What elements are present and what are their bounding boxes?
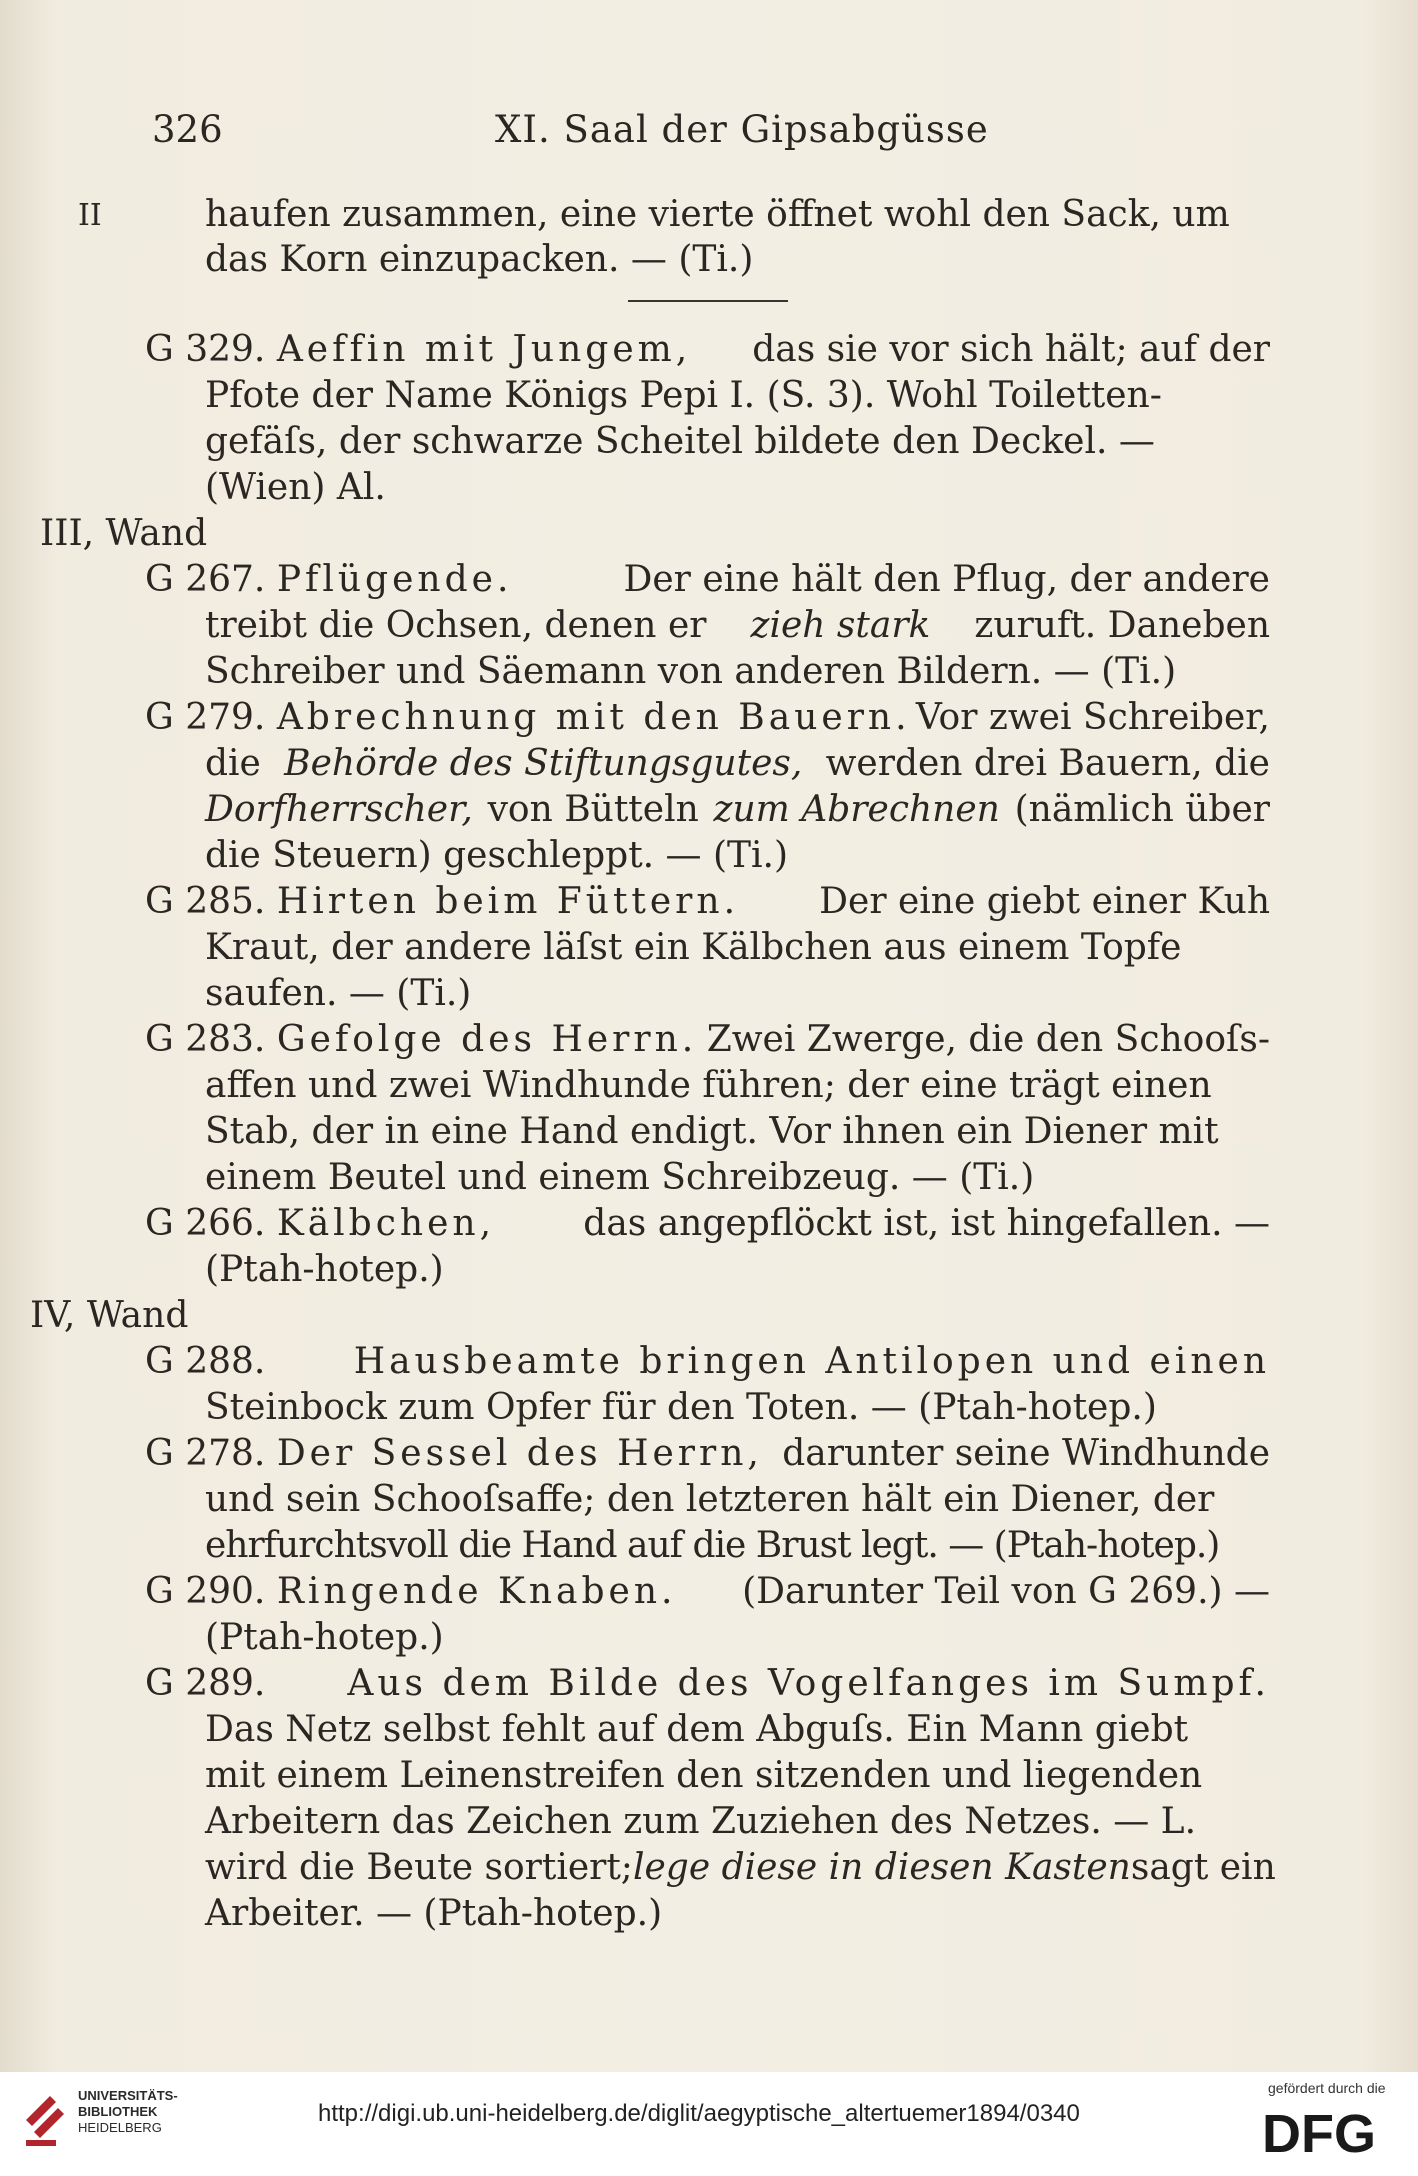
sponsor-text: gefördert durch die [1268,2080,1386,2096]
text-line: Schreiber und Säemann von anderen Bildern. — (Ti.) [205,651,1177,692]
entry-title: Abrechnung mit den Bauern. [276,697,911,738]
entry-g289 [145,1663,1270,1704]
entry-title: Pflügende. [276,559,513,600]
text-line: mit einem Leinenstreifen den sitzenden und liegenden [205,1755,1203,1796]
entry-number: G 266. [145,1203,266,1244]
entry-number: G 283. [145,1019,266,1060]
text-line: haufen zusammen, eine vierte öffnet wohl den Sack, um [205,194,1230,235]
library-name-line: BIBLIOTHEK [78,2104,158,2119]
entry-text: darunter seine Windhunde [782,1433,1270,1474]
italic-quote: zum Abrechnen [713,789,1000,830]
entry-g288 [145,1341,1270,1382]
text-line [205,605,1270,646]
entry-title: Hirten beim Füttern. [276,881,740,922]
text-line: affen und zwei Windhunde führen; der eine trägt einen [205,1065,1212,1106]
page-number: 326 [152,108,223,151]
entry-text: Vor zwei Schreiber, [915,697,1270,738]
text-segment: (nämlich über [1014,789,1270,830]
entry-g266 [145,1203,1270,1244]
entry-number: G 290. [145,1571,266,1612]
entry-number: G 288. [145,1341,266,1382]
running-title: XI. Saal der Gipsabgüsse [495,108,989,151]
entry-number: G 285. [145,881,266,922]
entry-title: Hausbeamte bringen Antilopen und einen [353,1341,1270,1382]
text-line: Das Netz selbst fehlt auf dem Abguſs. Ein Mann giebt [205,1709,1189,1750]
text-segment: treibt die Ochsen, denen er [205,605,707,646]
entry-text: Der eine giebt einer Kuh [819,881,1270,922]
text-line: einem Beutel und einem Schreibzeug. — (Ti.) [205,1157,1035,1198]
italic-term: Dorfherrscher, [205,789,473,830]
text-line: und sein Schooſsaffe; den letzteren hält ein Diener, der [205,1479,1215,1520]
text-line [205,789,1270,830]
entry-g279 [145,697,1270,738]
dfg-logo-icon [1262,2100,1402,2160]
text-line: (Wien) Al. [205,467,386,508]
text-line: ehrfurchtsvoll die Hand auf die Brust legt. — (Ptah-hotep.) [205,1525,1220,1566]
entry-text: das angepflöckt ist, ist hingefallen. — [583,1203,1270,1244]
text-segment: zuruft. Daneben [974,605,1270,646]
text-line: saufen. — (Ti.) [205,973,472,1014]
text-line: die Steuern) geschleppt. — (Ti.) [205,835,789,876]
text-line: Arbeitern das Zeichen zum Zuziehen des Netzes. — L. [205,1801,1197,1842]
entry-title: Gefolge des Herrn. [276,1019,698,1060]
entry-title: Ringende Knaben. [276,1571,677,1612]
library-logo-icon [22,2086,68,2150]
section-heading: III, Wand [40,513,208,554]
entry-title: Der Sessel des Herrn, [276,1433,763,1474]
digitization-footer [0,2072,1418,2176]
entry-g278 [145,1433,1270,1474]
section-divider [628,300,788,302]
text-line [205,743,1270,784]
italic-quote: lege diese in diesen Kasten [632,1847,1131,1888]
entry-number: G 329. [145,329,266,370]
italic-quote: zieh stark [750,605,931,646]
text-segment: sagt ein [1130,1847,1276,1888]
text-line: Kraut, der andere läſst ein Kälbchen aus einem Topfe [205,927,1182,968]
entry-title: Aeffin mit Jungem, [276,329,692,370]
dfg-logo-text: DFG [1262,2104,1376,2160]
margin-note: II [78,198,102,233]
source-url-link[interactable]: http://digi.ub.uni-heidelberg.de/diglit/aegyptische_altertuemer1894/0340 [318,2100,1080,2127]
entry-g283 [145,1019,1270,1060]
italic-term: Behörde des Stiftungsgutes, [284,743,803,784]
text-segment: von Bütteln [487,789,699,830]
entry-text: Zwei Zwerge, die den Schooſs- [706,1019,1270,1060]
text-line: (Ptah-hotep.) [205,1617,444,1658]
text-segment: wird die Beute sortiert; [205,1847,633,1888]
entry-g329 [145,329,1270,370]
text-line: Pfote der Name Königs Pepi I. (S. 3). Wohl Toiletten- [205,375,1162,416]
text-line: Steinbock zum Opfer für den Toten. — (Ptah-hotep.) [205,1387,1157,1428]
text-line [205,1847,1276,1888]
entry-text: das sie vor sich hält; auf der [752,329,1270,370]
page-header [0,108,1418,158]
entry-number: G 289. [145,1663,266,1704]
entry-title: Aus dem Bilde des Vogelfanges im Sumpf. [347,1663,1270,1704]
library-name-line: UNIVERSITÄTS- [78,2088,178,2103]
text-line: gefäſs, der schwarze Scheitel bildete den Deckel. — [205,421,1155,462]
entry-number: G 278. [145,1433,266,1474]
entry-number: G 279. [145,697,266,738]
text-line: Stab, der in eine Hand endigt. Vor ihnen ein Diener mit [205,1111,1219,1152]
text-line: (Ptah-hotep.) [205,1249,444,1290]
text-segment: die [205,743,261,784]
library-name [78,2088,178,2136]
entry-g290 [145,1571,1270,1612]
entry-title: Kälbchen, [276,1203,496,1244]
entry-text: (Darunter Teil von G 269.) — [742,1571,1270,1612]
text-line: Arbeiter. — (Ptah-hotep.) [205,1893,663,1934]
entry-g285 [145,881,1270,922]
entry-text: Der eine hält den Pflug, der andere [623,559,1270,600]
text-segment: werden drei Bauern, die [825,743,1270,784]
entry-g267 [145,559,1270,600]
section-heading: IV, Wand [30,1295,189,1336]
library-name-line: HEIDELBERG [78,2120,162,2135]
entry-number: G 267. [145,559,266,600]
text-line: das Korn einzupacken. — (Ti.) [205,239,754,280]
